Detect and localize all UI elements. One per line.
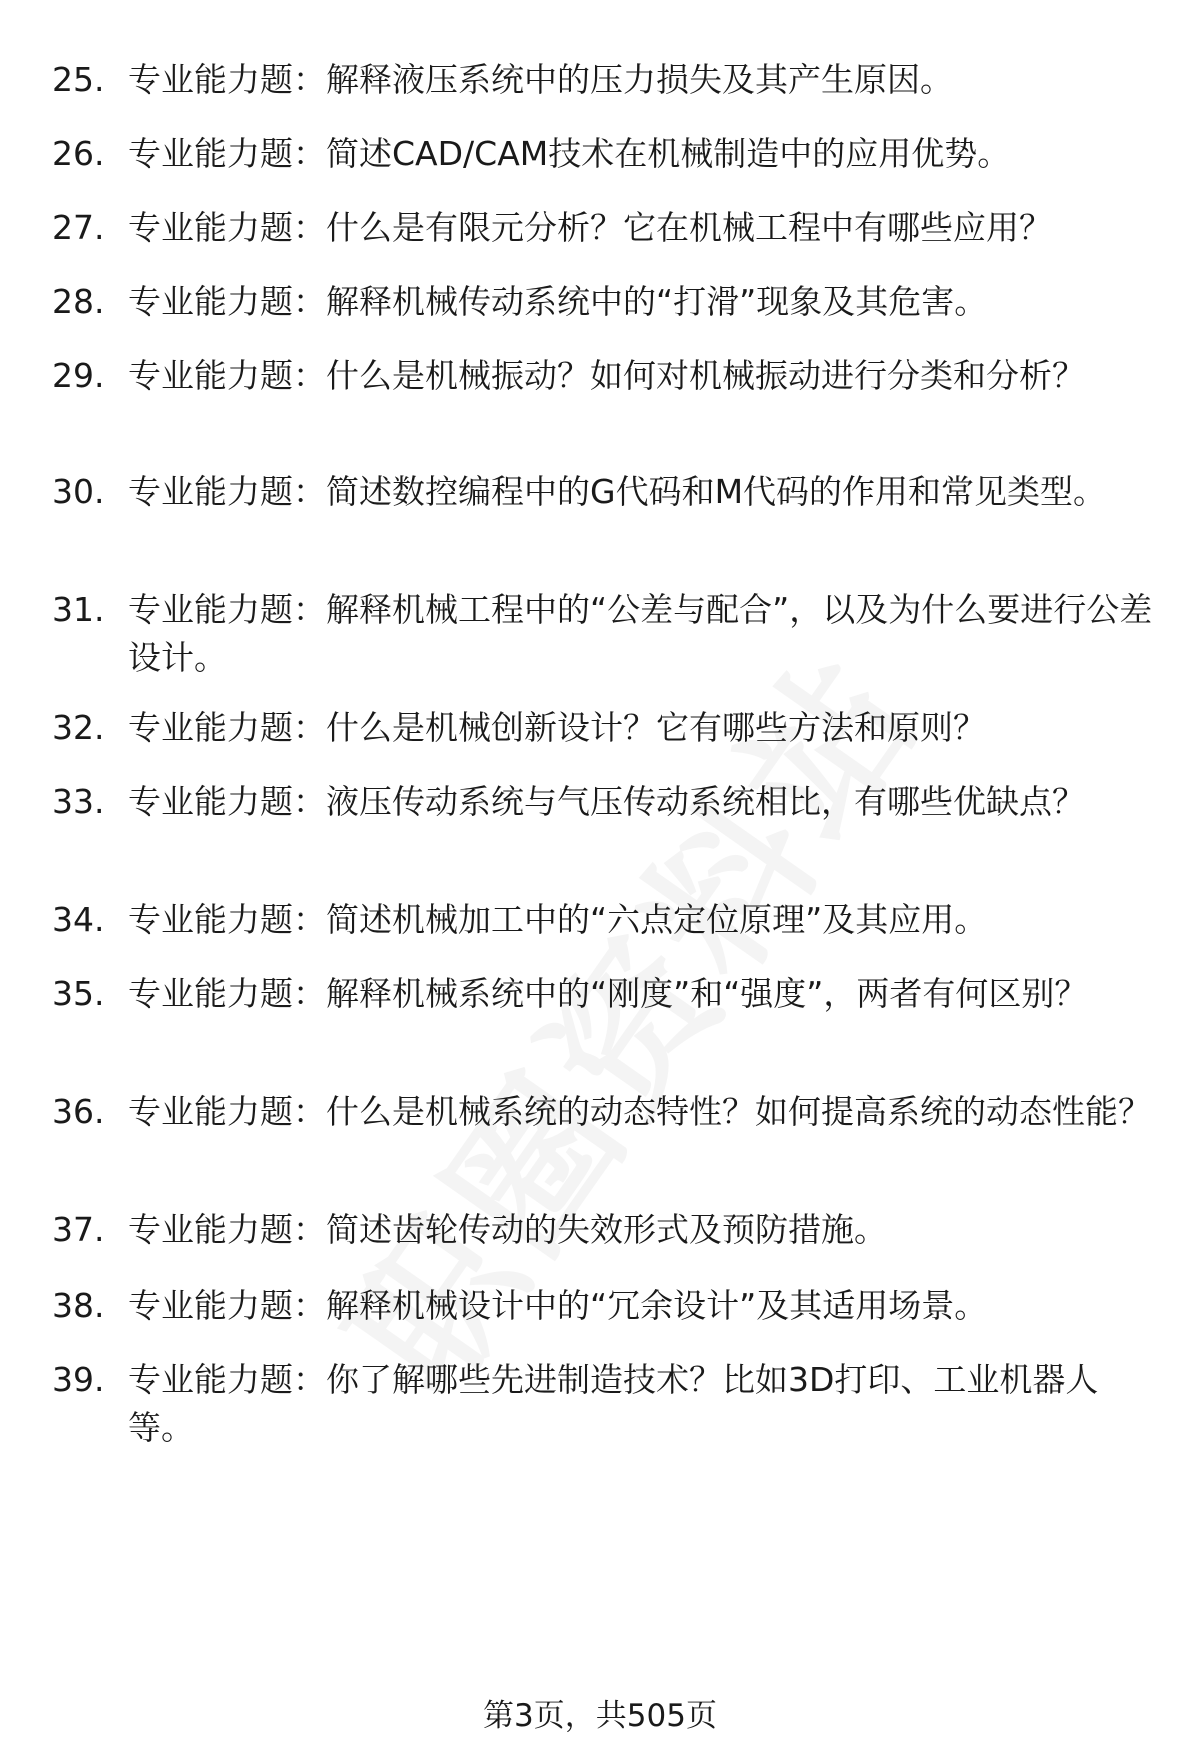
question-text: 专业能力题：简述CAD/CAM技术在机械制造中的应用优势。	[128, 134, 1011, 173]
question-number: 35.	[52, 974, 105, 1013]
question-item	[52, 586, 1162, 682]
question-text: 专业能力题：解释机械系统中的“刚度”和“强度”，两者有何区别？	[128, 974, 1088, 1013]
question-text: 专业能力题：简述齿轮传动的失效形式及预防措施。	[128, 1210, 887, 1249]
question-item	[52, 970, 1162, 1018]
question-number: 25.	[52, 60, 105, 99]
question-item	[52, 1088, 1162, 1136]
question-number: 34.	[52, 900, 105, 939]
question-text: 专业能力题：什么是机械振动？如何对机械振动进行分类和分析？	[128, 356, 1085, 395]
question-item	[52, 778, 1162, 826]
question-text: 专业能力题：你了解哪些先进制造技术？比如3D打印、工业机器人等。	[128, 1360, 1099, 1447]
page-footer	[0, 1690, 1200, 1735]
question-item	[52, 468, 1162, 516]
question-number: 28.	[52, 282, 105, 321]
question-item	[52, 896, 1162, 944]
question-item	[52, 1282, 1162, 1330]
question-text: 专业能力题：什么是机械创新设计？它有哪些方法和原则？	[128, 708, 986, 747]
question-item	[52, 352, 1162, 400]
question-number: 30.	[52, 472, 105, 511]
question-text: 专业能力题：什么是有限元分析？它在机械工程中有哪些应用？	[128, 208, 1052, 247]
question-text: 专业能力题：解释液压系统中的压力损失及其产生原因。	[128, 60, 953, 99]
question-number: 37.	[52, 1210, 105, 1249]
question-number: 32.	[52, 708, 105, 747]
question-text: 专业能力题：简述数控编程中的G代码和M代码的作用和常见类型。	[128, 472, 1107, 511]
question-number: 31.	[52, 590, 105, 629]
question-number: 27.	[52, 208, 105, 247]
question-number: 26.	[52, 134, 105, 173]
page-number-label: 第3页，共505页	[483, 1698, 717, 1734]
question-item	[52, 204, 1162, 252]
question-item	[52, 278, 1162, 326]
question-number: 38.	[52, 1286, 105, 1325]
question-item	[52, 56, 1162, 104]
question-text: 专业能力题：解释机械设计中的“冗余设计”及其适用场景。	[128, 1286, 988, 1325]
question-item	[52, 1356, 1162, 1452]
question-text: 专业能力题：解释机械工程中的“公差与配合”，以及为什么要进行公差设计。	[128, 590, 1153, 677]
question-text: 专业能力题：什么是机械系统的动态特性？如何提高系统的动态性能？	[128, 1092, 1151, 1131]
question-number: 36.	[52, 1092, 105, 1131]
question-number: 29.	[52, 356, 105, 395]
question-text: 专业能力题：简述机械加工中的“六点定位原理”及其应用。	[128, 900, 988, 939]
question-item	[52, 130, 1162, 178]
question-item	[52, 1206, 1162, 1254]
question-item	[52, 704, 1162, 752]
question-text: 专业能力题：液压传动系统与气压传动系统相比，有哪些优缺点？	[128, 782, 1085, 821]
question-number: 39.	[52, 1360, 105, 1399]
question-number: 33.	[52, 782, 105, 821]
question-text: 专业能力题：解释机械传动系统中的“打滑”现象及其危害。	[128, 282, 988, 321]
